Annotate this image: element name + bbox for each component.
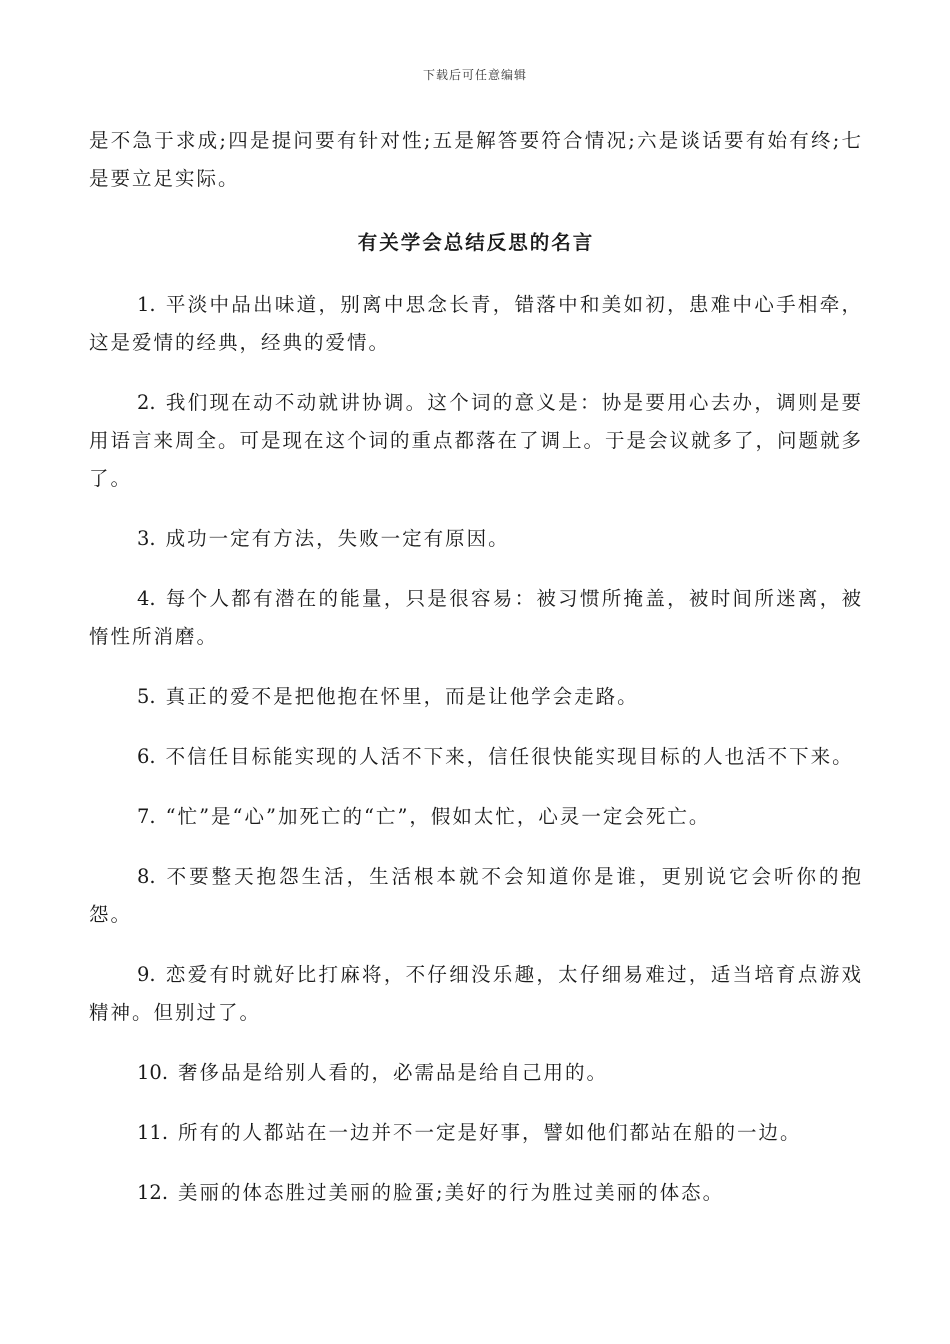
quote-number: 8. bbox=[137, 865, 156, 888]
quote-number: 6. bbox=[137, 745, 156, 768]
quote-number: 9. bbox=[137, 963, 156, 986]
quote-number: 4. bbox=[137, 587, 156, 610]
quote-item bbox=[89, 1054, 863, 1092]
quote-item bbox=[89, 738, 863, 776]
quote-item bbox=[89, 956, 863, 1032]
quote-item bbox=[89, 580, 863, 656]
quote-number: 5. bbox=[137, 685, 156, 708]
page-header: 下载后可任意编辑 bbox=[422, 68, 527, 82]
quote-number: 1. bbox=[137, 293, 156, 316]
quote-text: 美丽的体态胜过美丽的脸蛋;美好的行为胜过美丽的体态。 bbox=[178, 1181, 725, 1204]
quote-text: 奢侈品是给别人看的，必需品是给自己用的。 bbox=[178, 1061, 609, 1084]
quote-text: 我们现在动不动就讲协调。这个词的意义是：协是要用心去办，调则是要用语言来周全。可是现在这个词的重点都落在了调上。于是会议就多了，问题就多了。 bbox=[89, 391, 864, 490]
quote-text: 每个人都有潜在的能量，只是很容易：被习惯所掩盖，被时间所迷离，被惰性所消磨。 bbox=[89, 587, 863, 648]
intro-paragraph: 是不急于求成;四是提问要有针对性;五是解答要符合情况;六是谈话要有始有终;七是要立足实际。 bbox=[89, 129, 863, 190]
quote-item bbox=[89, 798, 863, 836]
quote-text: 成功一定有方法，失败一定有原因。 bbox=[165, 527, 510, 550]
quote-list bbox=[89, 286, 863, 1212]
quote-number: 7. bbox=[137, 805, 156, 828]
quote-item bbox=[89, 1174, 863, 1212]
quote-text: 真正的爱不是把他抱在怀里，而是让他学会走路。 bbox=[165, 685, 639, 708]
quote-number: 3. bbox=[137, 527, 156, 550]
quote-number: 12. bbox=[137, 1181, 169, 1204]
quote-item bbox=[89, 520, 863, 558]
quote-number: 11. bbox=[137, 1121, 169, 1144]
quote-text: “忙”是“心”加死亡的“亡”，假如太忙，心灵一定会死亡。 bbox=[165, 805, 711, 828]
quote-item bbox=[89, 286, 863, 362]
quote-text: 平淡中品出味道，别离中思念长青，错落中和美如初，患难中心手相牵，这是爱情的经典，经典的爱情。 bbox=[89, 293, 863, 354]
quote-text: 不要整天抱怨生活，生活根本就不会知道你是谁，更别说它会听你的抱怨。 bbox=[89, 865, 863, 926]
document-body bbox=[89, 122, 863, 1234]
quote-item bbox=[89, 384, 863, 498]
quote-text: 不信任目标能实现的人活不下来，信任很快能实现目标的人也活不下来。 bbox=[165, 745, 854, 768]
quote-number: 10. bbox=[137, 1061, 169, 1084]
quote-text: 恋爱有时就好比打麻将，不仔细没乐趣，太仔细易难过，适当培育点游戏精神。但别过了。 bbox=[89, 963, 863, 1024]
quote-number: 2. bbox=[137, 391, 156, 414]
quote-item bbox=[89, 1114, 863, 1152]
section-title: 有关学会总结反思的名言 bbox=[357, 231, 595, 254]
quote-text: 所有的人都站在一边并不一定是好事，譬如他们都站在船的一边。 bbox=[178, 1121, 802, 1144]
quote-item bbox=[89, 678, 863, 716]
quote-item bbox=[89, 858, 863, 934]
